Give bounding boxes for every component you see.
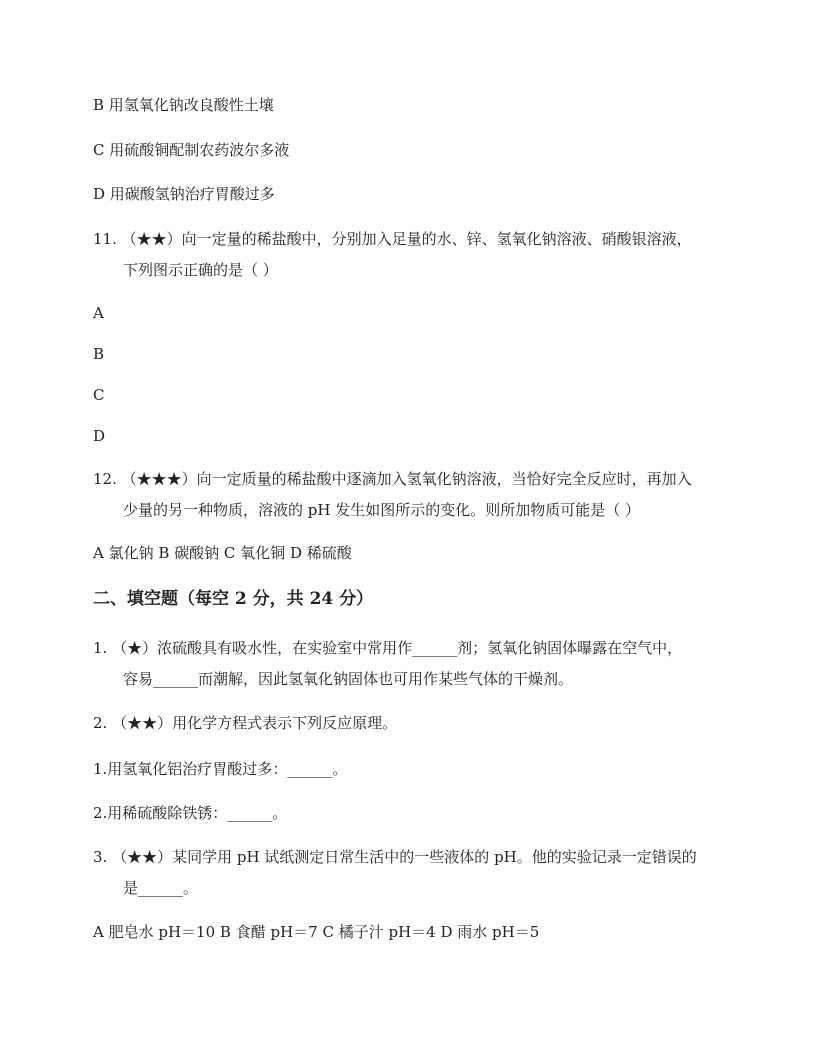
option-d-q10: D 用碳酸氢钠治疗胃酸过多: [93, 185, 275, 203]
option-c-q11: C: [93, 386, 105, 404]
question-12-line-2: 少量的另一种物质，溶液的 pH 发生如图所示的变化。则所加物质可能是（ ）: [123, 501, 640, 519]
fill-question-1-line-1: 1. （★）浓硫酸具有吸水性，在实验室中常用作______剂；氢氧化钠固体曝露在空气中，: [93, 639, 683, 657]
fill-question-3-line-2: 是______。: [123, 879, 199, 897]
fill-question-3-line-1: 3. （★★）某同学用 pH 试纸测定日常生活中的一些液体的 pH。他的实验记录一定错误的: [93, 848, 697, 866]
option-b-q11: B: [93, 345, 105, 363]
option-c-q10: C 用硫酸铜配制农药波尔多液: [93, 141, 290, 159]
fill-question-2: 2. （★★）用化学方程式表示下列反应原理。: [93, 714, 398, 732]
option-a-q11: A: [93, 304, 104, 322]
section-heading-fill-in: 二、填空题（每空 2 分，共 24 分）: [93, 589, 374, 609]
question-12-line-1: 12. （★★★）向一定质量的稀盐酸中逐滴加入氢氧化钠溶液，当恰好完全反应时，再加入: [93, 470, 692, 488]
question-12-options: A 氯化钠 B 碳酸钠 C 氧化铜 D 稀硫酸: [93, 544, 352, 562]
fill-question-2-item-2: 2.用稀硫酸除铁锈：______。: [93, 804, 288, 822]
option-d-q11: D: [93, 427, 106, 445]
question-11-line-2: 下列图示正确的是（ ）: [123, 261, 278, 279]
fill-question-2-item-1: 1.用氢氧化铝治疗胃酸过多：______。: [93, 760, 348, 778]
fill-question-3-options: A 肥皂水 pH＝10 B 食醋 pH＝7 C 橘子汁 pH＝4 D 雨水 pH＝5: [93, 923, 540, 941]
option-b-q10: B 用氢氧化钠改良酸性土壤: [93, 96, 274, 114]
fill-question-1-line-2: 容易______而潮解，因此氢氧化钠固体也可用作某些气体的干燥剂。: [123, 670, 574, 688]
question-11-line-1: 11. （★★）向一定量的稀盐酸中，分别加入足量的水、锌、氢氧化钠溶液、硝酸银溶液，: [93, 230, 692, 248]
